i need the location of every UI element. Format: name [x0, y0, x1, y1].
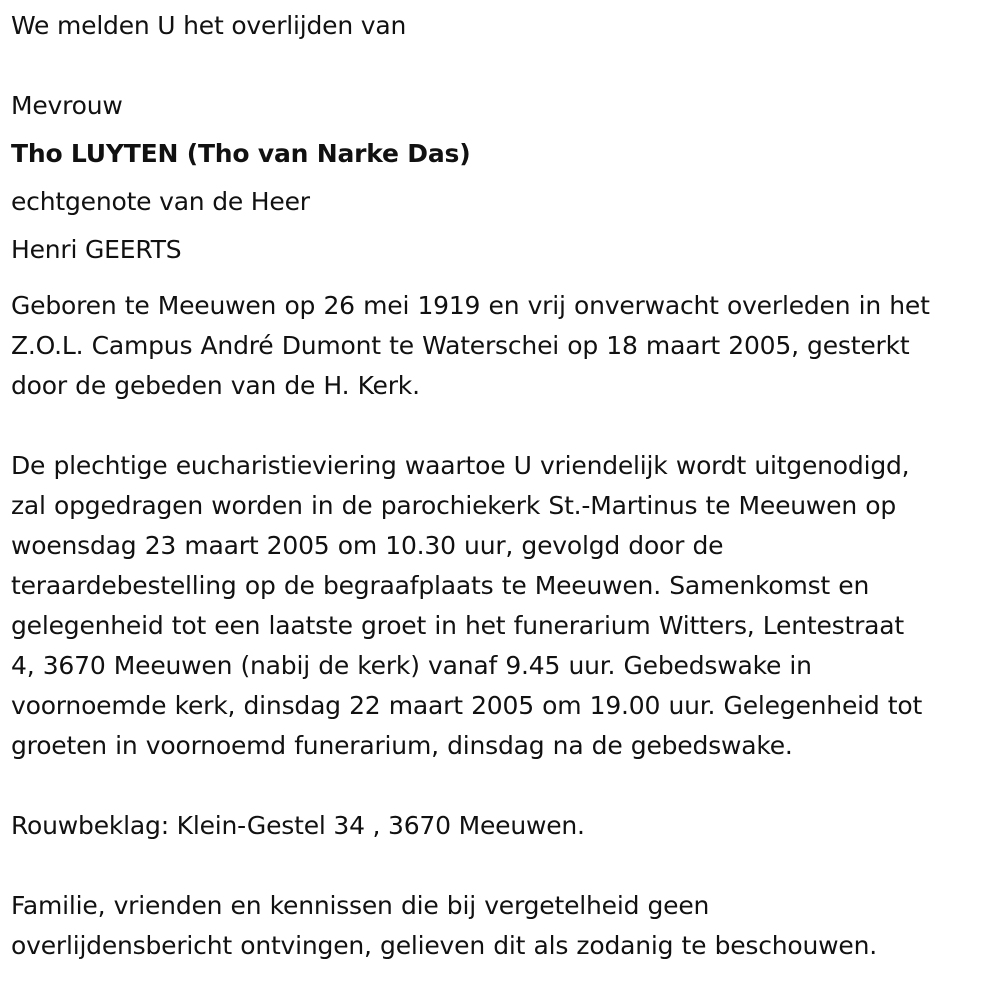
spacer [11, 766, 996, 806]
spacer [11, 46, 996, 86]
paragraph-line: overlijdensbericht ontvingen, gelieven dit als zodanig te beschouwen. [11, 931, 877, 960]
death-notice [11, 6, 996, 966]
deceased-name: Tho LUYTEN (Tho van Narke Das) [11, 139, 471, 168]
paragraph-line: zal opgedragen worden in de parochiekerk St.-Martinus te Meeuwen op [11, 491, 897, 520]
paragraph-line: groeten in voornoemd funerarium, dinsdag na de gebedswake. [11, 731, 793, 760]
paragraph-line: 4, 3670 Meeuwen (nabij de kerk) vanaf 9.45 uur. Gebedswake in [11, 651, 812, 680]
paragraph-line: Geboren te Meeuwen op 26 mei 1919 en vrij onverwacht overleden in het [11, 291, 930, 320]
spacer [11, 278, 996, 286]
spacer [11, 846, 996, 886]
paragraph-line: Familie, vrienden en kennissen die bij vergetelheid geen [11, 891, 710, 920]
relation-text: echtgenote van de Heer [11, 187, 310, 216]
ceremony-paragraph [11, 446, 996, 766]
condolence-address: Rouwbeklag: Klein-Gestel 34 , 3670 Meeuwen. [11, 811, 585, 840]
intro-text: We melden U het overlijden van [11, 11, 407, 40]
paragraph-line: Z.O.L. Campus André Dumont te Waterschei op 18 maart 2005, gesterkt [11, 331, 910, 360]
paragraph-line: woensdag 23 maart 2005 om 10.30 uur, gevolgd door de [11, 531, 724, 560]
spouse-name: Henri GEERTS [11, 235, 182, 264]
salutation: Mevrouw [11, 91, 123, 120]
paragraph-line: gelegenheid tot een laatste groet in het funerarium Witters, Lentestraat [11, 611, 905, 640]
paragraph-line: door de gebeden van de H. Kerk. [11, 371, 420, 400]
closing-paragraph [11, 886, 996, 966]
birth-death-paragraph [11, 286, 996, 406]
paragraph-line: voornoemde kerk, dinsdag 22 maart 2005 om 19.00 uur. Gelegenheid tot [11, 691, 923, 720]
spacer [11, 406, 996, 446]
paragraph-line: teraardebestelling op de begraafplaats te Meeuwen. Samenkomst en [11, 571, 870, 600]
paragraph-line: De plechtige eucharistieviering waartoe U vriendelijk wordt uitgenodigd, [11, 451, 910, 480]
